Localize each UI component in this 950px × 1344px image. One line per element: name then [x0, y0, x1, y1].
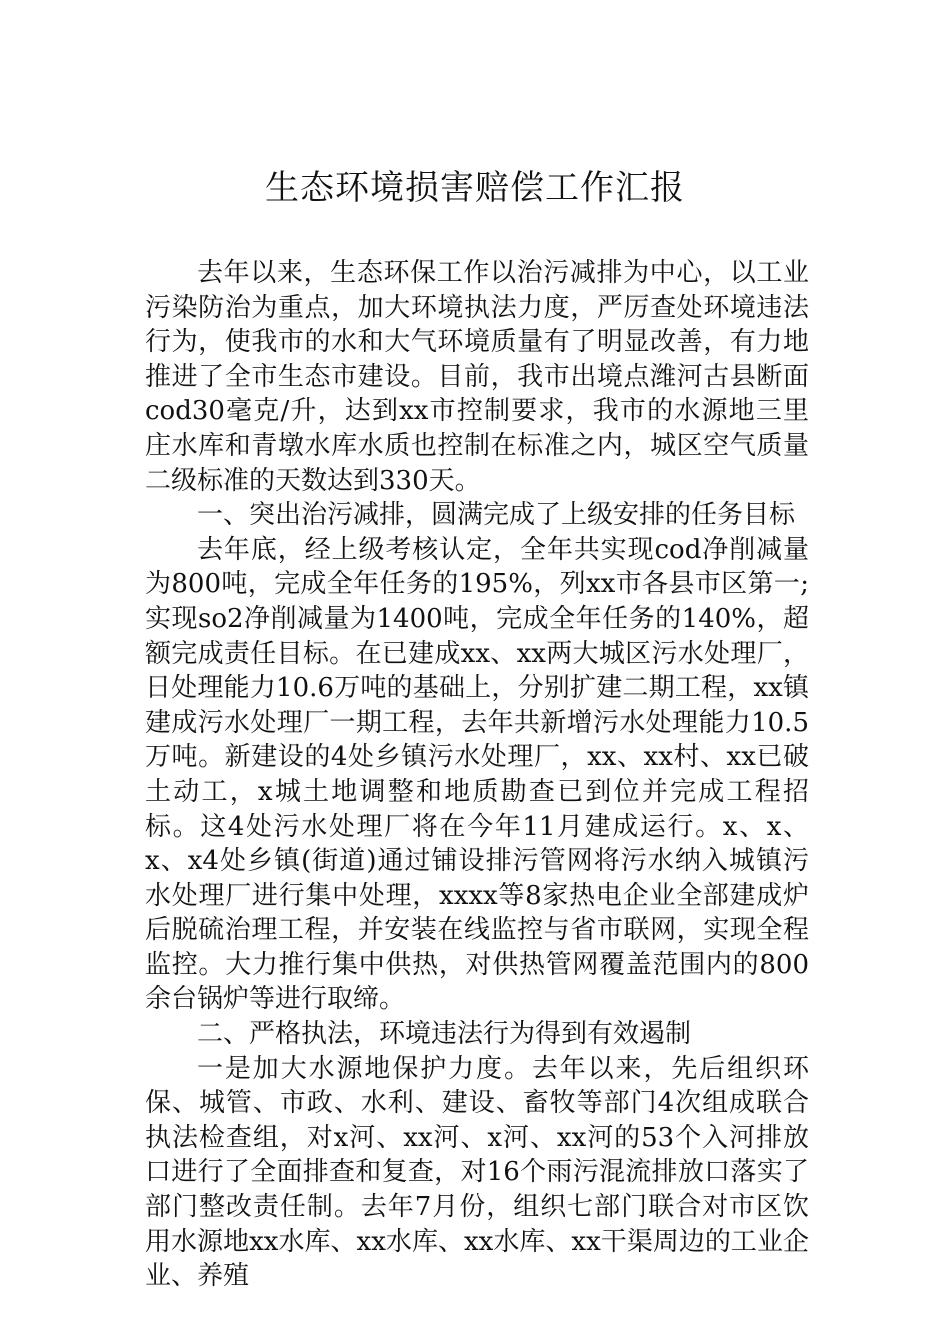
document-body	[145, 256, 809, 1294]
paragraph-section-2: 一是加大水源地保护力度。去年以来，先后组织环保、城管、市政、水利、建设、畜牧等部门4次组成联合执法检查组，对x河、xx河、x河、xx河的53个入河排放口进行了全面排查和复查，对16个雨污混流排放口落实了部门整改责任制。去年7月份，组织七部门联合对市区饮用水源地xx水库、xx水库、xx水库、xx干渠周边的工业企业、养殖	[145, 1053, 809, 1292]
paragraph-intro: 去年以来，生态环保工作以治污减排为中心，以工业污染防治为重点，加大环境执法力度，严厉查处环境违法行为，使我市的水和大气环境质量有了明显改善，有力地推进了全市生态市建设。目前，我市出境点潍河古县断面cod30毫克/升，达到xx市控制要求，我市的水源地三里庄水库和青墩水库水质也控制在标准之内，城区空气质量二级标准的天数达到330天。	[145, 258, 809, 496]
section-heading-2: 二、严格执法，环境违法行为得到有效遏制	[197, 1019, 692, 1050]
paragraph-section-1: 去年底，经上级考核认定，全年共实现cod净削减量为800吨，完成全年任务的195%，列xx市各县市区第一;实现so2净削减量为1400吨，完成全年任务的140%，超额完成责任目标。在已建成xx、xx两大城区污水处理厂，日处理能力10.6万吨的基础上，分别扩建二期工程，xx镇建成污水处理厂一期工程，去年共新增污水处理能力10.5万吨。新建设的4处乡镇污水处理厂，xx、xx村、xx已破土动工，x城土地调整和地质勘查已到位并完成工程招标。这4处污水处理厂将在今年11月建成运行。x、x、x、x4处乡镇(街道)通过铺设排污管网将污水纳入城镇污水处理厂进行集中处理，xxxx等8家热电企业全部建成炉后脱硫治理工程，并安装在线监控与省市联网，实现全程监控。大力推行集中供热，对供热管网覆盖范围内的800余台锅炉等进行取缔。	[145, 534, 809, 1015]
document-title: 生态环境损害赔偿工作汇报	[265, 168, 685, 208]
section-heading-1: 一、突出治污减排，圆满完成了上级安排的任务目标	[197, 500, 796, 531]
